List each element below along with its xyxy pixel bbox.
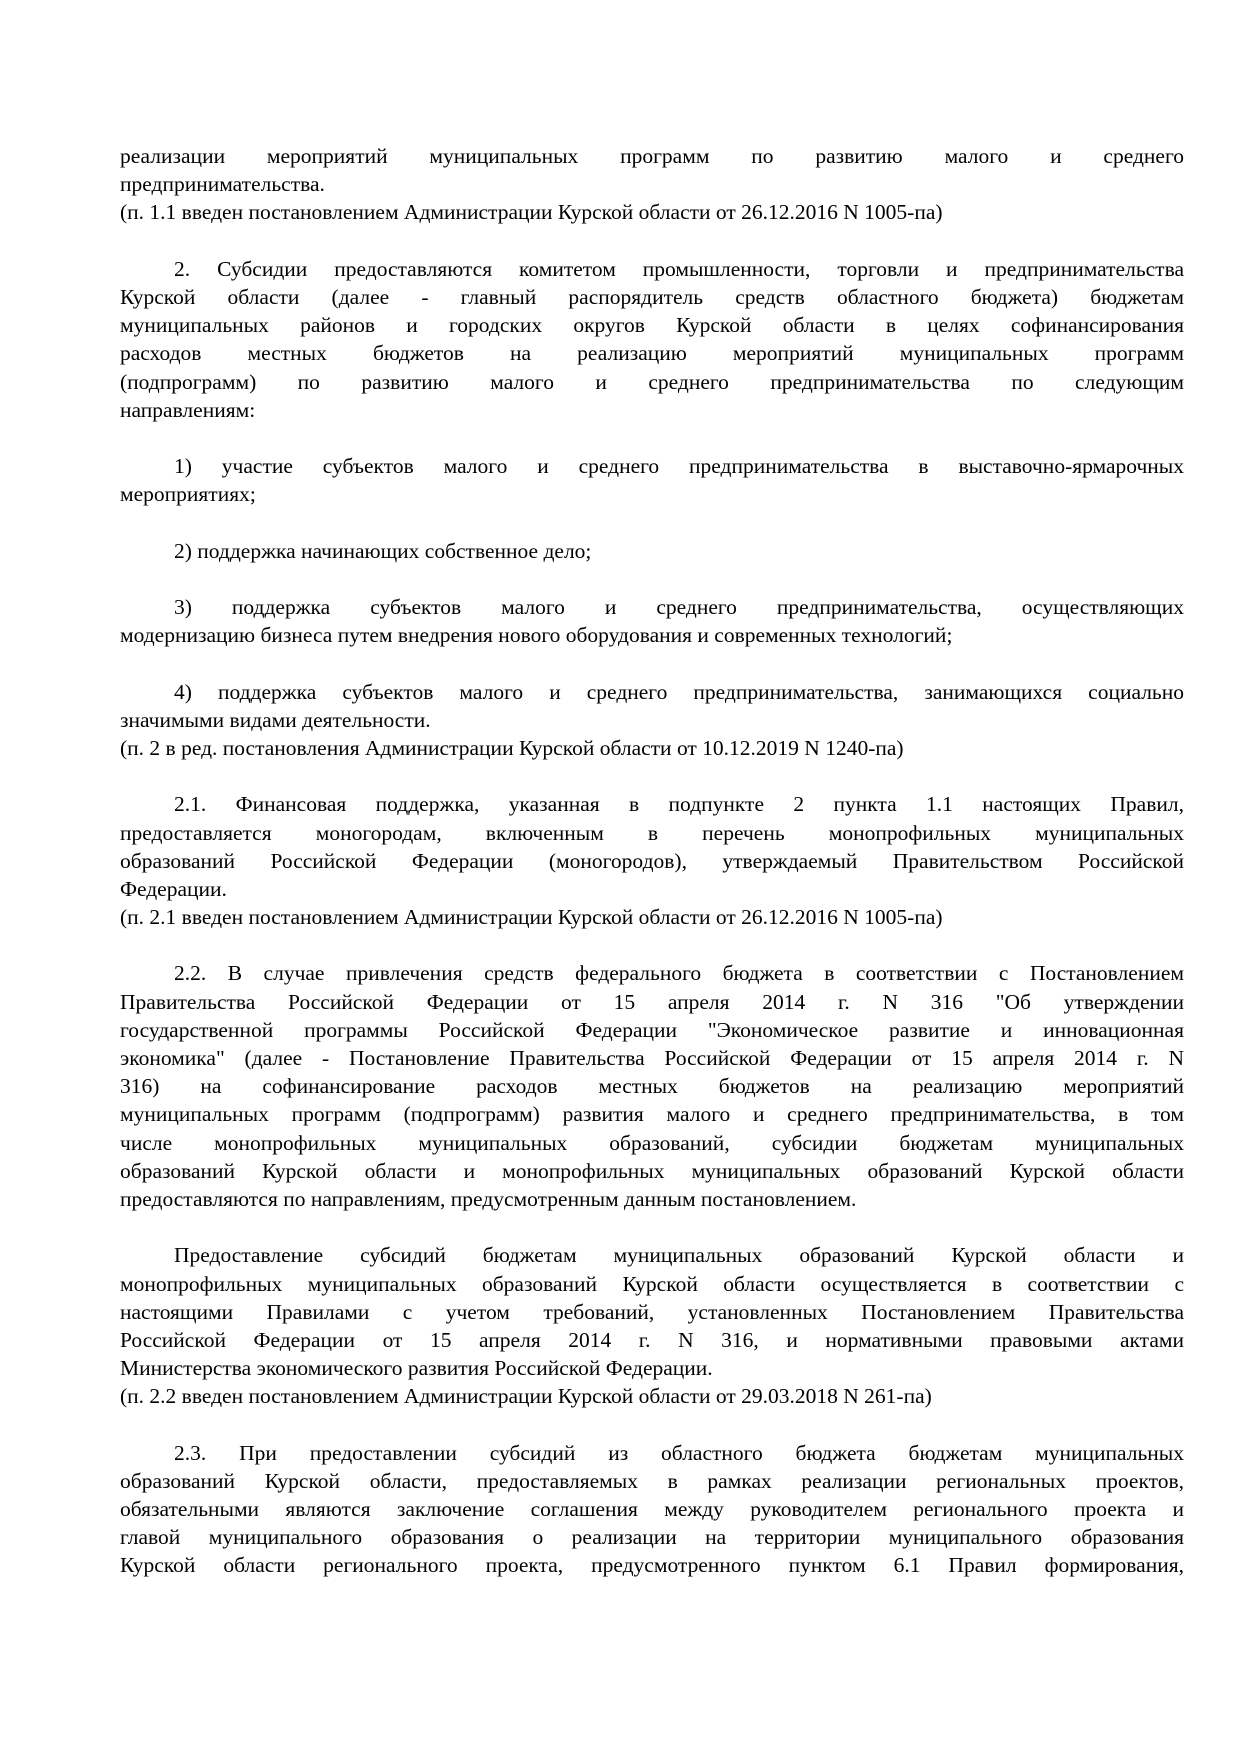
text-line: расходов местных бюджетов на реализацию мероприятий муниципальных программ (120, 341, 1184, 366)
text-line: 2.2. В случае привлечения средств федерального бюджета в соответствии с Постановлением (174, 961, 1184, 986)
text-line: образований Курской области, предоставляемых в рамках реализации региональных проектов, (120, 1468, 1184, 1493)
paragraph (120, 959, 1184, 1213)
text-line: государственной программы Российской Федерации "Экономическое развитие и инновационная (120, 1017, 1184, 1042)
text-line: 3) поддержка субъектов малого и среднего предпринимательства, осуществляющих (174, 595, 1184, 619)
text-line: главой муниципального образования о реализации на территории муниципального образования (120, 1525, 1184, 1550)
text-line: модернизацию бизнеса путем внедрения нового оборудования и современных технологий; (120, 623, 953, 648)
document-page (120, 142, 1184, 1608)
text-line: (п. 2 в ред. постановления Администрации Курской области от 10.12.2019 N 1240-па) (120, 735, 904, 760)
text-line: предоставляются по направлениям, предусмотренным данным постановлением. (120, 1186, 857, 1211)
paragraph (120, 452, 1184, 508)
text-line: муниципальных программ (подпрограмм) развития малого и среднего предпринимательства, в том (120, 1102, 1184, 1127)
text-line: направлениям: (120, 397, 256, 422)
text-line: предоставляется моногородам, включенным в перечень монопрофильных муниципальных (120, 820, 1184, 845)
paragraph (120, 593, 1184, 649)
text-line: 2.1. Финансовая поддержка, указанная в подпункте 2 пункта 1.1 настоящих Правил, (174, 792, 1184, 817)
text-line: Правительства Российской Федерации от 15 апреля 2014 г. N 316 "Об утверждении (120, 989, 1184, 1014)
text-line: (п. 2.1 введен постановлением Администрации Курской области от 26.12.2016 N 1005-па) (120, 905, 943, 930)
text-line: муниципальных районов и городских округов Курской области в целях софинансирования (120, 313, 1184, 338)
text-line: Российской Федерации от 15 апреля 2014 г. N 316, и нормативными правовыми актами (120, 1327, 1184, 1352)
text-line: Курской области регионального проекта, предусмотренного пунктом 6.1 Правил формирования, (120, 1553, 1184, 1578)
text-line: Министерства экономического развития Российской Федерации. (120, 1356, 713, 1381)
text-line: образований Российской Федерации (моногородов), утверждаемый Правительством Российской (120, 848, 1184, 873)
paragraph (120, 537, 1184, 565)
text-line: (п. 2.2 введен постановлением Администрации Курской области от 29.03.2018 N 261-па) (120, 1384, 932, 1409)
text-line: значимыми видами деятельности. (120, 707, 431, 732)
text-line: обязательными являются заключение соглашения между руководителем регионального проекта и (120, 1497, 1184, 1521)
text-line: Федерации. (120, 876, 227, 901)
paragraph (120, 1439, 1184, 1580)
amendment-note (120, 1382, 1184, 1410)
text-line: реализации мероприятий муниципальных программ по развитию малого и среднего (120, 144, 1184, 168)
paragraph (120, 790, 1184, 903)
paragraph (120, 142, 1184, 198)
text-line: числе монопрофильных муниципальных образований, субсидии бюджетам муниципальных (120, 1130, 1184, 1155)
amendment-note (120, 903, 1184, 931)
text-line: образований Курской области и монопрофильных муниципальных образований Курской области (120, 1158, 1184, 1183)
text-line: 2) поддержка начинающих собственное дело; (174, 538, 592, 563)
text-line: 2. Субсидии предоставляются комитетом промышленности, торговли и предпринимательства (174, 256, 1184, 281)
text-line: 1) участие субъектов малого и среднего предпринимательства в выставочно-ярмарочных (174, 454, 1184, 479)
text-line: 4) поддержка субъектов малого и среднего предпринимательства, занимающихся социально (174, 679, 1184, 704)
text-line: настоящими Правилами с учетом требований, установленных Постановлением Правительства (120, 1299, 1184, 1324)
text-line: Курской области (далее - главный распорядитель средств областного бюджета) бюджетам (120, 284, 1184, 309)
text-line: (п. 1.1 введен постановлением Администрации Курской области от 26.12.2016 N 1005-па) (120, 200, 943, 225)
text-line: Предоставление субсидий бюджетам муниципальных образований Курской области и (174, 1243, 1184, 1268)
paragraph (120, 255, 1184, 424)
amendment-note (120, 734, 1184, 762)
paragraph (120, 678, 1184, 734)
text-line: мероприятиях; (120, 482, 256, 507)
paragraph (120, 1241, 1184, 1382)
text-line: монопрофильных муниципальных образований Курской области осуществляется в соответствии с (120, 1271, 1184, 1296)
amendment-note (120, 198, 1184, 226)
text-line: 2.3. При предоставлении субсидий из областного бюджета бюджетам муниципальных (174, 1440, 1184, 1465)
text-line: 316) на софинансирование расходов местных бюджетов на реализацию мероприятий (120, 1074, 1184, 1099)
text-line: (подпрограмм) по развитию малого и среднего предпринимательства по следующим (120, 369, 1184, 394)
text-line: экономика" (далее - Постановление Правительства Российской Федерации от 15 апреля 2014 г. N (120, 1046, 1184, 1070)
text-line: предпринимательства. (120, 172, 325, 197)
